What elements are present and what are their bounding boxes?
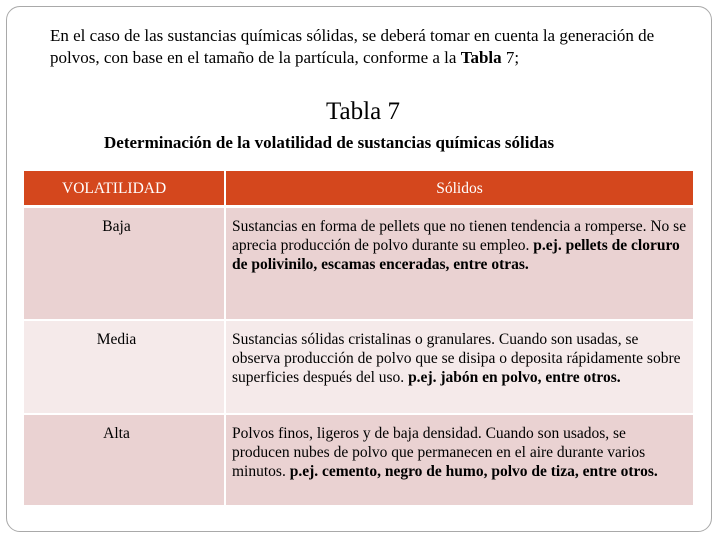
example-text: p.ej. pellets de cloruro de polivinilo, escamas enceradas, entre otras. <box>232 237 680 273</box>
header-solidos: Sólidos <box>225 171 693 207</box>
description-text: Sustancias sólidas cristalinas o granulares. Cuando son usadas, se observa producción de polvo que se disipa o deposita rápidamente sobre superficies después del uso. <box>232 330 681 386</box>
intro-text: En el caso de las sustancias químicas sólidas, se deberá tomar en cuenta la generación de polvos, con base en el tamaño de la partícula, conforme a la <box>50 26 655 67</box>
table-row <box>24 207 693 320</box>
description-cell <box>225 414 693 506</box>
table-row <box>24 414 693 506</box>
level-cell: Media <box>24 320 225 414</box>
intro-paragraph <box>50 25 660 69</box>
level-cell: Alta <box>24 414 225 506</box>
level-cell: Baja <box>24 207 225 320</box>
table-header-row <box>24 171 693 207</box>
description-text: Sustancias en forma de pellets que no tienen tendencia a romperse. No se aprecia producción de polvo durante su empleo. <box>232 218 687 254</box>
example-text: p.ej. cemento, negro de humo, polvo de tiza, entre otros. <box>289 462 658 480</box>
volatility-table <box>24 171 693 507</box>
description-cell <box>225 320 693 414</box>
table-subtitle: Determinación de la volatilidad de sustancias químicas sólidas <box>104 133 555 152</box>
table-row <box>24 320 693 414</box>
header-volatilidad: VOLATILIDAD <box>24 171 225 207</box>
intro-table-ref-number: 7; <box>501 48 520 67</box>
description-text: Polvos finos, ligeros y de baja densidad. Cuando son usados, se producen nubes de polvo que permanecen en el aire durante varios minutos. <box>232 424 646 480</box>
description-cell <box>225 207 693 320</box>
table-title: Tabla 7 <box>326 98 400 125</box>
example-text: p.ej. jabón en polvo, entre otros. <box>408 368 621 386</box>
intro-table-ref: Tabla <box>460 48 502 67</box>
